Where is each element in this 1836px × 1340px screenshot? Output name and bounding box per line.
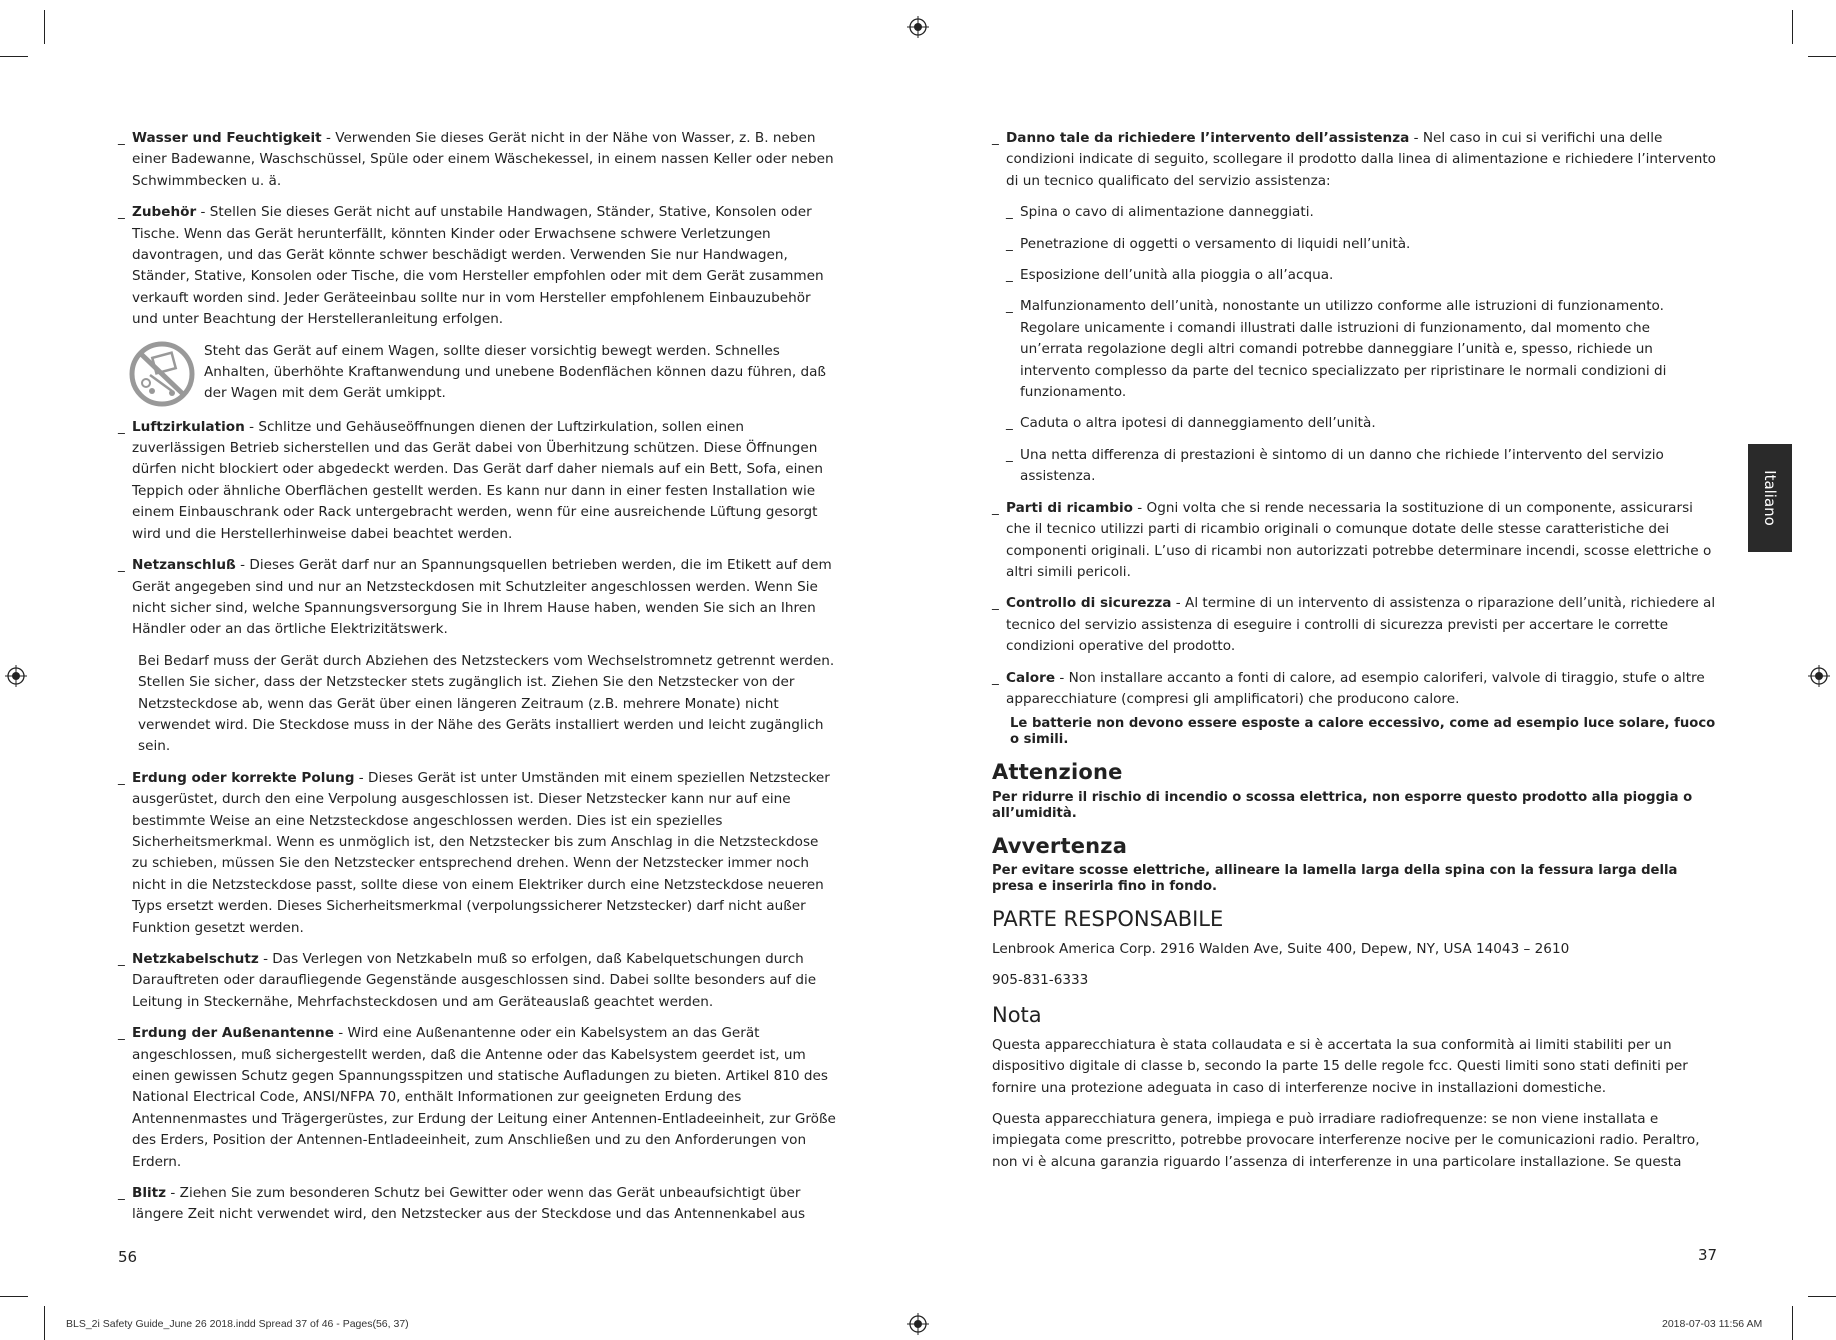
page-number: 56 [118,1248,138,1266]
responsible-party-phone: 905-831-6333 [992,971,1089,988]
item-text: - Das Verlegen von Netzkabeln muß so erfolgen, daß Kabelquetschungen durch Darauftreten oder daraufliegende Gegenstände ausgeschlossen sind. Dabei sollte besonders auf die Leitung in Steckernähe, Mehrfachsteckdosen und am Geräteauslaß geachtet werden. [132,951,817,1010]
responsible-party-address: Lenbrook America Corp. 2916 Walden Ave, Suite 400, Depew, NY, USA 14043 – 2610 [992,940,1570,957]
item-text: - Wird eine Außenantenne oder ein Kabelsystem an das Gerät angeschlossen, muß sichergestellt werden, daß die Antenne oder das Kabelsystem geerdet ist, um einen gewissen Schutz gegen Spannungsspitzen und statische Aufladungen zu bieten. Artikel 810 des National Electrical Code, ANSI/NFPA 70, enthält Informationen zur geeigneten Erdung des Antennenmastes und Trägergerüstes, zur Erdung der Leitung einer Antennen-Entladeeinheit, zur Größe des Erders, Position der Antennen-Entladeeinheit, zum Anschließen und zu den Anforderungen von Erdern. [132,1025,836,1170]
registration-mark-icon [5,665,27,687]
crop-mark [0,1296,28,1297]
list-item [118,1183,838,1226]
item-term: Luftzirkulation [132,418,245,435]
item-term: Netzanschluß [132,557,236,574]
attenzione-text: Per ridurre il rischio di incendio o scossa elettrica, non esporre questo prodotto alla pioggia o all’umidità. [992,789,1693,821]
nota-paragraph: Questa apparecchiatura è stata collaudata e si è accertata la sua conformità ai limiti stabiliti per un dispositivo digitale di classe b, secondo la parte 15 delle regole fcc. Questi limiti sono stati definiti per fornire una protezione adeguata in caso di interferenze nocive in installazioni domestiche. [992,1036,1688,1096]
sub-list-item: _ Esposizione dell’unità alla pioggia o all’acqua. [1006,265,1716,286]
avvertenza-heading: Avvertenza [992,833,1128,858]
no-cart-tipping-icon [126,341,204,407]
item-term: Netzkabelschutz [132,951,259,967]
print-slug-file-info: BLS_2i Safety Guide_June 26 2018.indd Spread 37 of 46 - Pages(56, 37) [66,1318,409,1330]
item-text: - Stellen Sie dieses Gerät nicht auf unstabile Handwagen, Ständer, Stative, Konsolen oder Tische. Wenn das Gerät herunterfällt, könnten Kinder oder Erwachsene schwere Verletzungen davontragen, und das Gerät könnte schwer beschädigt werden. Verwenden Sie nur Handwagen, Ständer, Stative, Konsolen oder Tische, die vom Hersteller empfohlen oder mit dem Gerät zusammen verkauft worden sind. Jeder Geräteeinbau sollte nur in vom Hersteller empfohlenem Einbauzubehör und unter Beachtung der Herstelleranleitung erfolgen. [132,204,824,328]
disconnect-note: Bei Bedarf muss der Gerät durch Abziehen des Netzsteckers vom Wechselstromnetz getrennt werden. Stellen Sie sicher, dass der Netzstecker stets zugänglich ist. Ziehen Sie den Netzstecker von der Netzsteckdose ab, wenn das Gerät über einen längeren Zeitraum (z.B. mehrere Monate) nicht verwendet wird. Die Steckdose muss in der Nähe des Geräts installiert werden und leicht zugänglich sein. [138,652,835,755]
list-item [992,498,1716,584]
responsible-party-heading: PARTE RESPONSABILE [992,907,1224,932]
list-item [118,202,838,330]
item-term: Blitz [132,1185,167,1202]
print-slug-timestamp: 2018-07-03 11:56 AM [1662,1318,1763,1330]
list-item [992,128,1716,192]
right-page-column [992,128,1716,1183]
crop-mark [44,1306,45,1340]
sub-list-item: _ Penetrazione di oggetti o versamento di liquidi nell’unità. [1006,234,1716,255]
left-page-column [118,128,838,1236]
cart-warning [126,341,838,407]
attenzione-heading: Attenzione [992,760,1123,785]
item-term: Zubehör [132,204,197,221]
registration-mark-icon [907,1313,929,1335]
list-item [992,668,1716,711]
item-text: - Nel caso in cui si verifichi una delle condizioni indicate di seguito, scollegare il prodotto dalla linea di alimentazione e richiedere l’intervento di un tecnico qualificato del servizio assistenza: [1006,130,1716,189]
item-term: Erdung der Außenantenne [132,1025,334,1042]
nota-paragraph: Questa apparecchiatura genera, impiega e può irradiare radiofrequenze: se non viene installata e impiegata come prescritto, potrebbe provocare interferenze nocive per le comunicazioni radio. Peraltro, non vi è alcuna garanzia riguardo l’assenza di interferenze in una particolare installazione. Se questa [992,1111,1700,1170]
item-text: - Verwenden Sie dieses Gerät nicht in der Nähe von Wasser, z. B. neben einer Badewanne, Waschschüssel, Spüle oder einem Wäschekessel, in einem nassen Keller oder neben Schwimmbecken u. ä. [132,130,834,189]
item-text: - Al termine di un intervento di assistenza o riparazione dell’unità, richiedere al tecnico del servizio assistenza di eseguire i controlli di sicurezza previsti per accertare le corrette condizioni operative del prodotto. [1006,595,1716,655]
item-term: Wasser und Feuchtigkeit [132,130,322,146]
list-item [992,593,1716,657]
sub-list-item: _ Una netta differenza di prestazioni è sintomo di un danno che richiede l’intervento del servizio assistenza. [1006,445,1716,488]
list-item [118,1023,838,1173]
sub-list-item: _ Caduta o altra ipotesi di danneggiamento dell’unità. [1006,413,1716,434]
item-text: - Dieses Gerät darf nur an Spannungsquellen betrieben werden, die im Etikett auf dem Gerät angegeben sind und nur an Netzsteckdosen mit Schutzleiter angeschlossen werden. Wenn Sie nicht sicher sind, welche Spannungsversorgung Sie in Ihrem Hause haben, wenden Sie sich an Ihren Händler oder an das örtliche Elektrizitätswerk. [132,557,832,638]
item-text: - Schlitze und Gehäuseöffnungen dienen der Luftzirkulation, sollen einen zuverlässigen Betrieb sicherstellen und das Gerät dabei von Überhitzung schützen. Diese Öffnungen dürfen nicht blockiert oder abgedeckt werden. Das Gerät darf daher niemals auf ein Bett, Sofa, einen Teppich oder ähnliche Oberflächen gestellt werden. Es kann nur dann in einer festen Installation wie einem Einbauschrank oder Rack untergebracht werden, wenn für eine ausreichende Lüftung gesorgt wird und die Herstellerhinweise dabei beachtet werden. [132,418,823,542]
list-item [118,555,838,641]
registration-mark-icon [907,16,929,38]
page-number: 37 [1698,1246,1718,1264]
list-item [118,128,838,192]
crop-mark [1792,1306,1793,1340]
crop-mark [1808,56,1836,57]
item-term: Parti di ricambio [1006,499,1133,516]
nota-heading: Nota [992,1003,1042,1028]
item-text: - Non installare accanto a fonti di calore, ad esempio caloriferi, valvole di tiraggio, stufe o altre apparecchiature (compresi gli amplificatori) che producono calore. [1006,669,1705,707]
sub-list-item: _ Malfunzionamento dell’unità, nonostante un utilizzo conforme alle istruzioni di funzionamento. Regolare unicamente i comandi illustrati dalle istruzioni di funzionamento, dal momento che un’errata regolazione degli altri comandi potrebbe danneggiare l’unità e, spesso, richiede un intervento complesso da parte del tecnico specializzato per ripristinare le normali condizioni di funzionamento. [1006,296,1716,403]
item-term: Danno tale da richiedere l’intervento dell’assistenza [1006,130,1410,146]
item-text: - Ogni volta che si rende necessaria la sostituzione di un componente, assicurarsi che il tecnico utilizzi parti di ricambio originali o comunque dotate delle stesse caratteristiche dei componenti originali. L’uso di ricambi non autorizzati potrebbe determinare incendi, scosse elettriche o altri simili pericoli. [1006,499,1712,580]
item-term: Controllo di sicurezza [1006,595,1172,612]
language-tab [1748,444,1792,552]
item-term: Erdung oder korrekte Polung [132,769,355,786]
battery-note: Le batterie non devono essere esposte a calore eccessivo, come ad esempio luce solare, fuoco o simili. [1010,716,1716,748]
item-text: - Ziehen Sie zum besonderen Schutz bei Gewitter oder wenn das Gerät unbeaufsichtigt über längere Zeit nicht verwendet wird, den Netzstecker aus der Steckdose und das Antennenkabel aus [132,1185,806,1223]
crop-mark [1808,1296,1836,1297]
registration-mark-icon [1808,665,1830,687]
list-item [118,768,838,939]
cart-warning-text: Steht das Gerät auf einem Wagen, sollte dieser vorsichtig bewegt werden. Schnelles Anhalten, überhöhte Kraftanwendung und unebene Bodenflächen können dazu führen, daß der Wagen mit dem Gerät umkippt. [204,342,826,402]
item-text: - Dieses Gerät ist unter Umständen mit einem speziellen Netzstecker ausgerüstet, durch den eine Verpolung ausgeschlossen ist. Dieser Netzstecker kann nur auf eine bestimmte Weise an eine Netzsteckdose angeschlossen werden. Dies ist ein spezielles Sicherheitsmerkmal. Wenn es unmöglich ist, den Netzstecker bis zum Anschlag in die Netzsteckdose zu schieben, müssen Sie den Netzstecker entsprechend drehen. Wenn der Netzstecker immer noch nicht in die Netzsteckdose passt, sollte diese von einem Elektriker durch eine Netzsteckdose neueren Typs ersetzt werden. Dieses Sicherheitsmerkmal (verpolungssicherer Netzstecker) darf nicht außer Funktion gesetzt werden. [132,769,830,936]
list-item [118,417,838,545]
crop-mark [0,56,28,57]
avvertenza-text: Per evitare scosse elettriche, allineare la lamella larga della spina con la fessura larga della presa e inserirla fino in fondo. [992,863,1678,895]
list-item [118,949,838,1013]
crop-mark [44,10,45,44]
language-tab-label: Italiano [1761,470,1779,526]
crop-mark [1792,10,1793,44]
sub-list-item: _ Spina o cavo di alimentazione danneggiati. [1006,202,1716,223]
item-term: Calore [1006,669,1056,686]
